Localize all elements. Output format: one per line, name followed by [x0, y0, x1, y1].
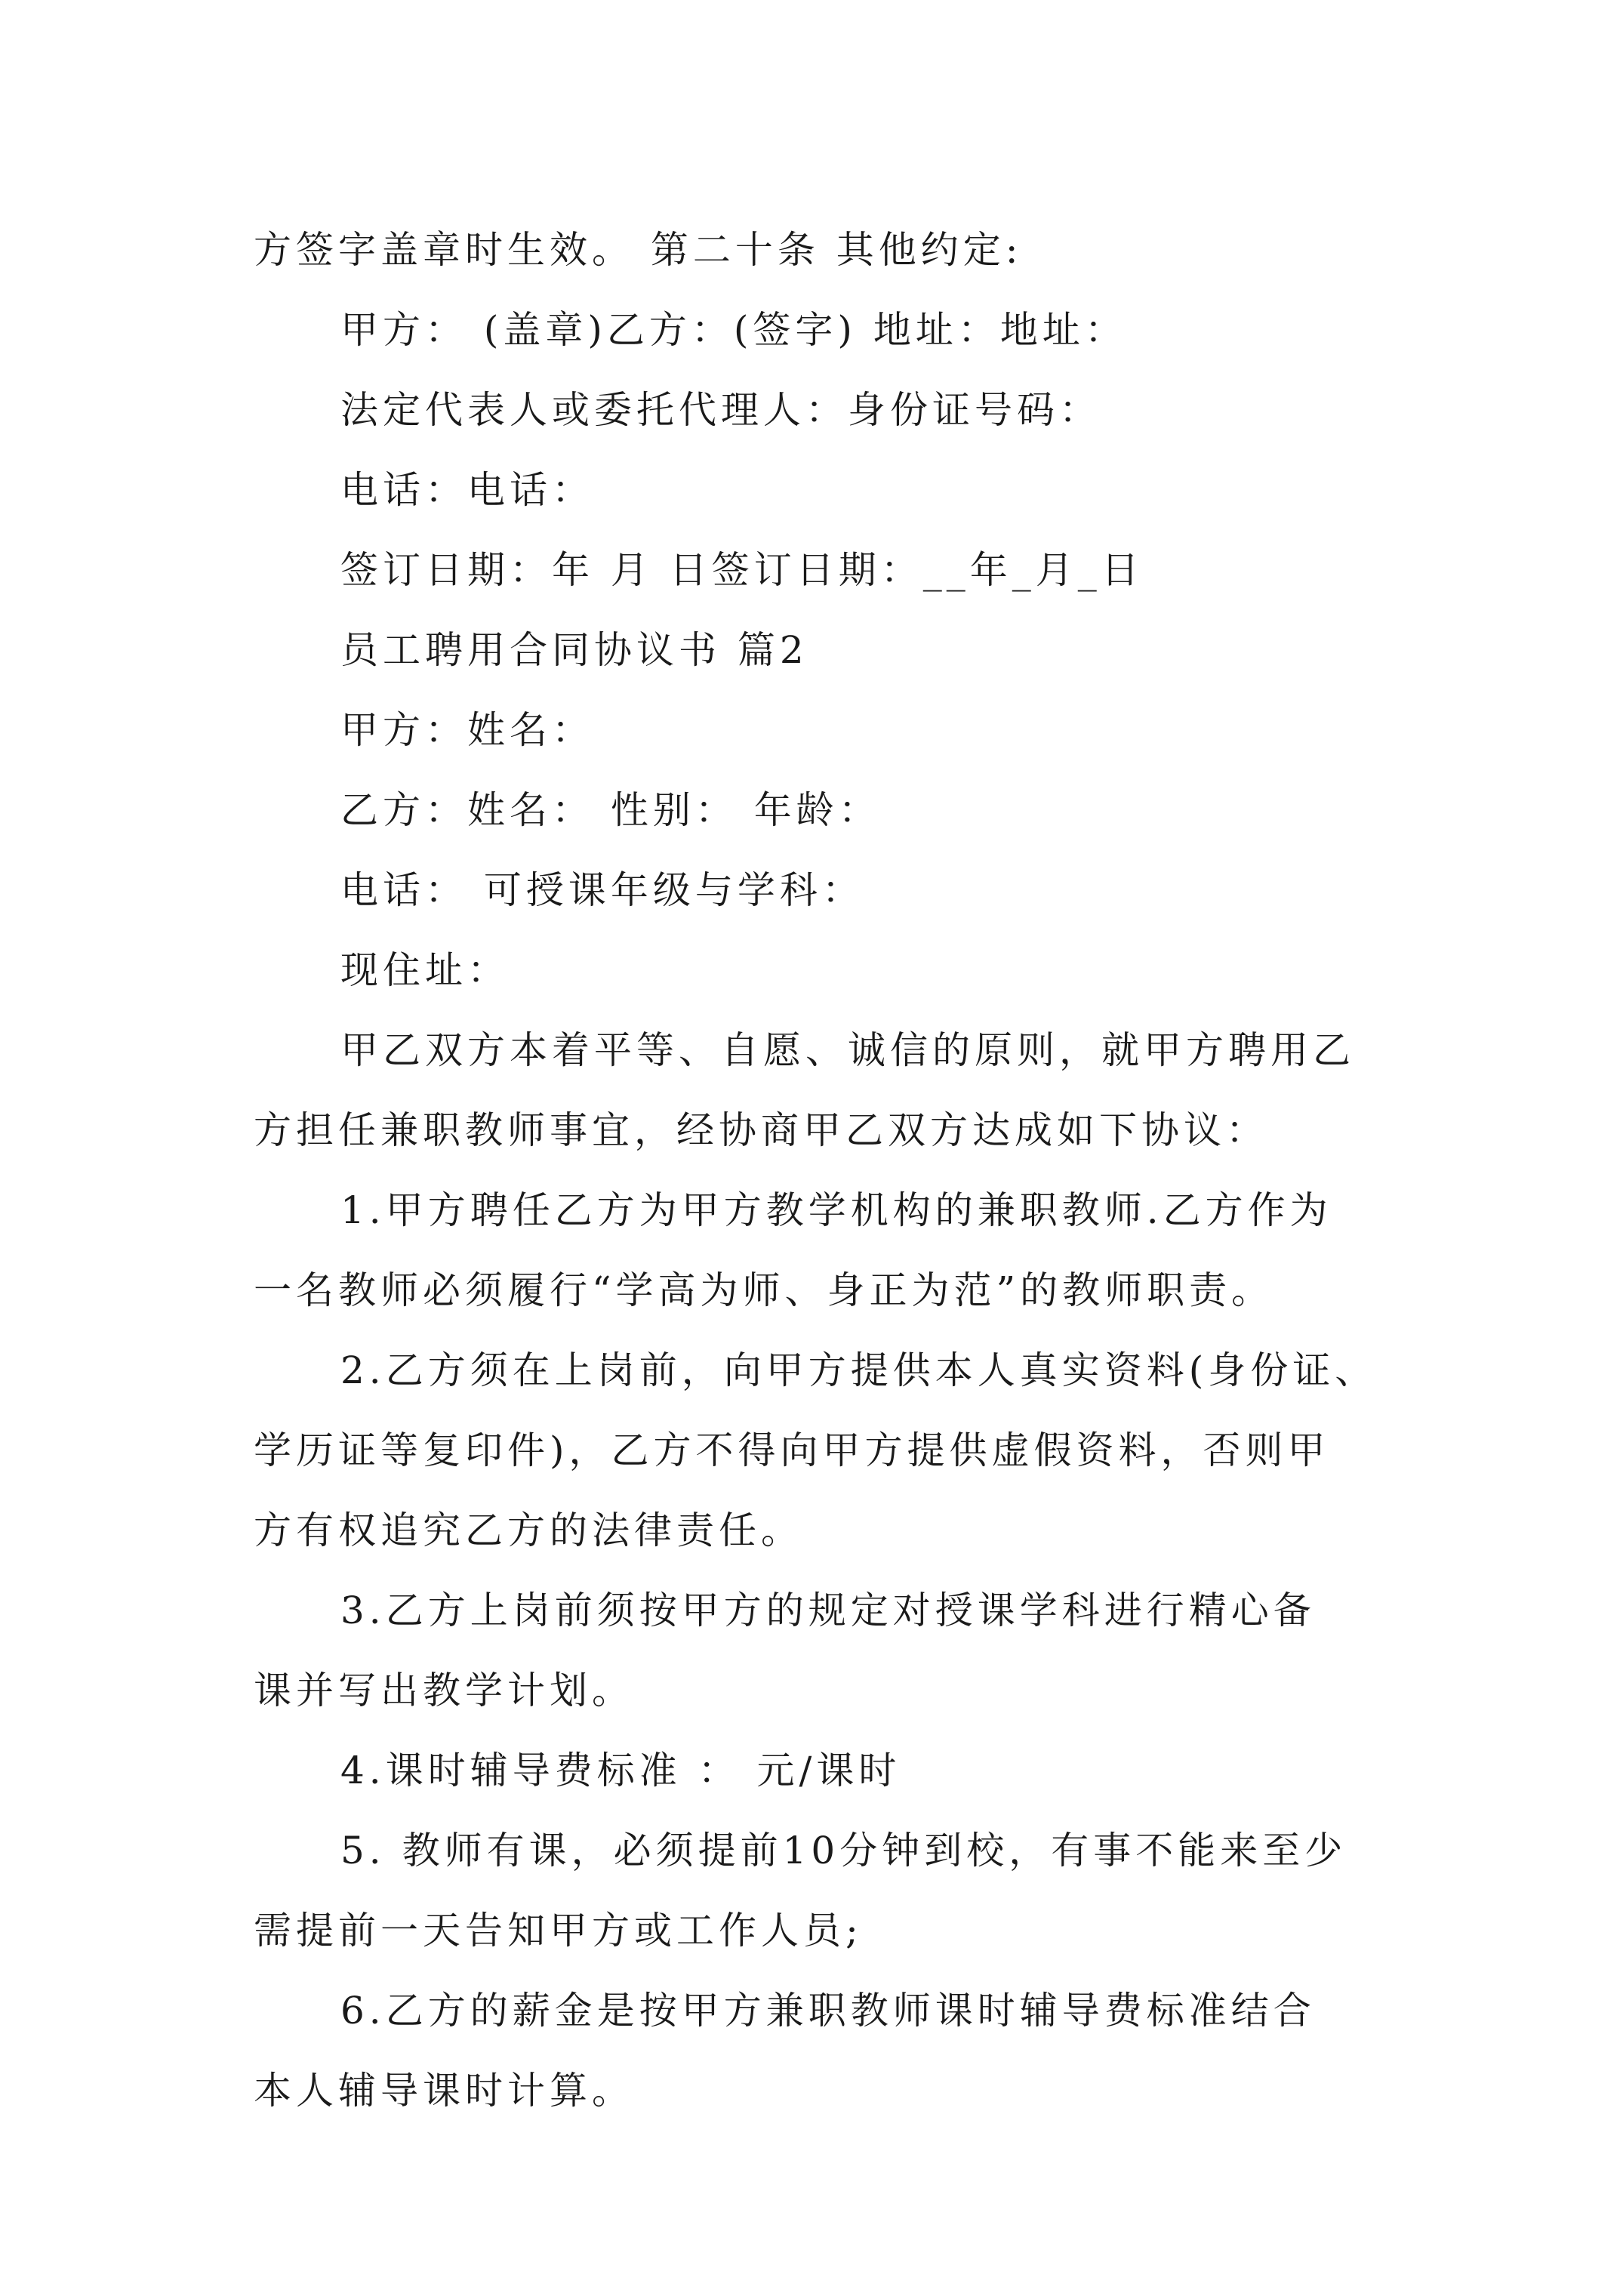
text-line: 需提前一天告知甲方或工作人员; [254, 1909, 863, 1952]
text-line: 学历证等复印件)，乙方不得向甲方提供虚假资料，否则甲 [254, 1428, 1330, 1472]
text-line: 6.乙方的薪金是按甲方兼职教师课时辅导费标准结合 [340, 1989, 1316, 2032]
text-line: 课并写出教学计划。 [254, 1669, 634, 1712]
document-body [254, 210, 1394, 2131]
text-line: 5. 教师有课，必须提前10分钟到校，有事不能来至少 [340, 1829, 1347, 1872]
text-line: 4.课时辅导费标准 ： 元/课时 [340, 1749, 901, 1792]
text-line: 3.乙方上岗前须按甲方的规定对授课学科进行精心备 [340, 1589, 1316, 1632]
text-line: 甲乙双方本着平等、自愿、诚信的原则，就甲方聘用乙 [340, 1028, 1355, 1072]
text-line: 甲方： (盖章)乙方：(签字) 地址：地址： [340, 308, 1127, 352]
text-line: 方有权追究乙方的法律责任。 [254, 1509, 803, 1552]
text-line: 1.甲方聘任乙方为甲方教学机构的兼职教师.乙方作为 [340, 1188, 1332, 1232]
text-line: 乙方：姓名： 性别： 年龄： [340, 788, 881, 832]
text-line: 本人辅导课时计算。 [254, 2069, 634, 2113]
text-line: 电话：电话： [340, 468, 594, 512]
text-line: 现住址： [340, 948, 510, 992]
text-line: 方担任兼职教师事宜，经协商甲乙双方达成如下协议： [254, 1108, 1268, 1152]
text-line: 法定代表人或委托代理人：身份证号码： [340, 388, 1101, 432]
section-heading: 员工聘用合同协议书 篇2 [340, 628, 808, 672]
text-line: 一名教师必须履行“学高为师、身正为范”的教师职责。 [254, 1268, 1274, 1312]
text-line: 甲方：姓名： [340, 708, 594, 752]
text-line: 电话： 可授课年级与学科： [340, 868, 864, 912]
text-line: 2.乙方须在上岗前，向甲方提供本人真实资料(身份证、 [340, 1348, 1378, 1392]
text-line: 方签字盖章时生效。 第二十条 其他约定: [254, 228, 1023, 272]
text-line: 签订日期：年 月 日签订日期：__年_月_日 [340, 548, 1144, 592]
